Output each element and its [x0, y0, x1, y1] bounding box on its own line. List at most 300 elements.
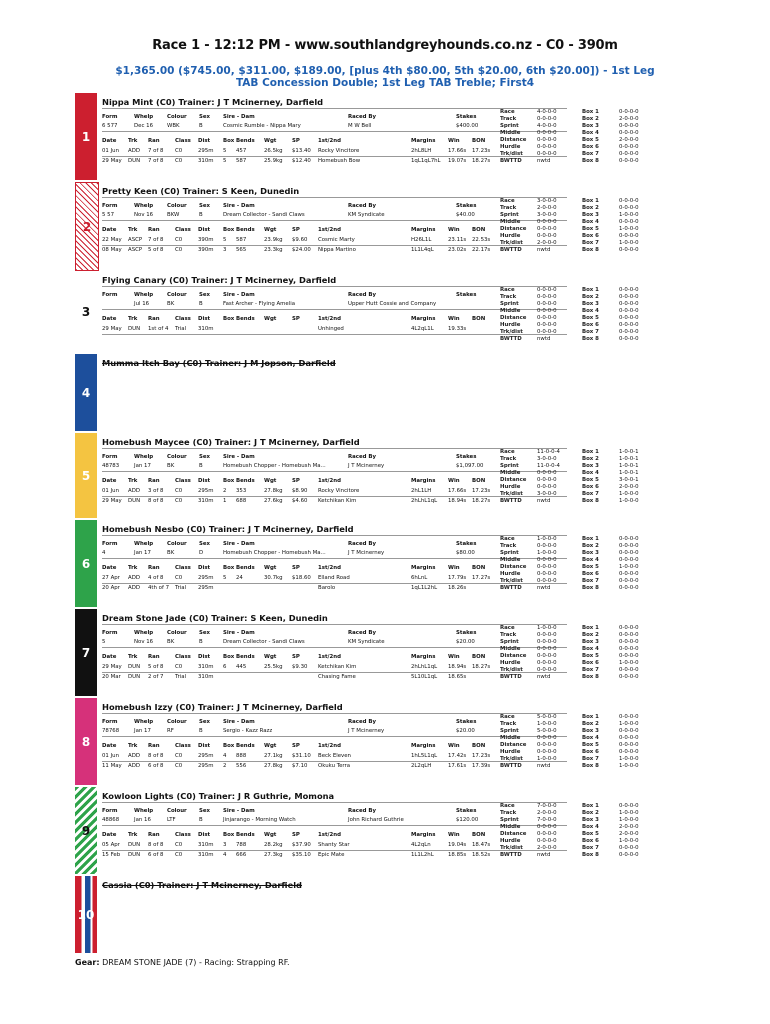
col-header-siredam: Sire - Dam: [223, 719, 255, 725]
run-wgt: 27.1kg: [264, 753, 283, 759]
run-first2nd: Cosmic Marty: [318, 237, 355, 243]
run-trk: ADD: [128, 753, 140, 759]
stat-value: 0-0-0-0: [537, 742, 557, 748]
stat-label: Middle: [500, 824, 521, 830]
divider: [102, 558, 567, 559]
run-win: 19.33s: [448, 326, 467, 332]
run-bends: 788: [236, 842, 247, 848]
box-value: 0-0-0-0: [619, 632, 639, 638]
stat-label: Race: [500, 803, 515, 809]
stat-label: Hurdle: [500, 233, 521, 239]
box-label: Box 3: [582, 301, 599, 307]
box-value: 0-0-0-0: [619, 219, 639, 225]
run-bon: 18.47s: [472, 842, 491, 848]
stat-label: BWTTD: [500, 336, 522, 342]
col-header-sex: Sex: [199, 630, 211, 636]
run-class: C0: [175, 664, 183, 670]
stat-value: 11-0-0-4: [537, 463, 560, 469]
col-header-bends: Bends: [236, 832, 255, 838]
run-class: C0: [175, 148, 183, 154]
info-whelp: Jan 17: [134, 463, 151, 469]
col-header-stakes: Stakes: [456, 719, 477, 725]
stat-label: Distance: [500, 315, 527, 321]
stat-value: 0-0-0-0: [537, 646, 557, 652]
info-whelp: Jan 16: [134, 817, 151, 823]
run-ran: 2 of 7: [148, 674, 164, 680]
box-label: Box 7: [582, 667, 599, 673]
race-title: Race 1 - 12:12 PM - www.southlandgreyhounds.co.nz - C0 - 390m: [152, 38, 618, 53]
run-wgt: 25.9kg: [264, 158, 283, 164]
info-whelp: Jul 16: [134, 301, 150, 307]
info-sex: B: [199, 817, 203, 823]
stat-label: BWTTD: [500, 247, 522, 253]
col-header-win: Win: [448, 654, 460, 660]
run-margins: 2L2qLH: [411, 763, 432, 769]
col-header-class: Class: [175, 743, 191, 749]
box-label: Box 1: [582, 109, 599, 115]
run-trk: DUN: [128, 498, 141, 504]
stat-label: Hurdle: [500, 144, 521, 150]
runner-heading: Flying Canary (C0) Trainer: J T Mcinerney, Darfield: [102, 275, 337, 285]
run-first2nd: Unhinged: [318, 326, 344, 332]
box-value: 1-0-0-0: [619, 810, 639, 816]
info-whelp: Jan 17: [134, 728, 151, 734]
col-header-date: Date: [102, 743, 117, 749]
info-racedby: Upper Hutt Cossie and Company: [348, 301, 437, 307]
stat-value: 7-0-0-0: [537, 803, 557, 809]
run-wgt: 27.8kg: [264, 488, 283, 494]
stat-value: 4-0-0-0: [537, 109, 557, 115]
runner-heading: Homebush Nesbo (C0) Trainer: J T Mcinerney, Darfield: [102, 524, 354, 534]
box-value: 3-0-0-1: [619, 477, 639, 483]
box-number: 10: [77, 907, 95, 922]
gear-note: [75, 958, 290, 967]
box-label: Box 2: [582, 543, 599, 549]
col-header-sex: Sex: [199, 808, 211, 814]
box-value: 0-0-0-0: [619, 749, 639, 755]
col-header-sp: SP: [292, 478, 300, 484]
run-box: 2: [223, 763, 227, 769]
stat-value: 0-0-0-0: [537, 315, 557, 321]
stat-value: 1-0-0-0: [537, 721, 557, 727]
box-number-badge: [75, 433, 97, 518]
stat-label: Hurdle: [500, 484, 521, 490]
box-number: 3: [81, 304, 91, 319]
run-bon: 17.23s: [472, 148, 491, 154]
col-header-win: Win: [448, 478, 460, 484]
col-header-whelp: Whelp: [134, 292, 154, 298]
box-value: 1-0-0-0: [619, 226, 639, 232]
run-bends: 565: [236, 247, 247, 253]
run-class: C0: [175, 498, 183, 504]
info-stakes: $120.00: [456, 817, 479, 823]
divider: [102, 672, 567, 673]
box-value: 0-0-0-0: [619, 653, 639, 659]
runner-6: [75, 520, 645, 607]
col-header-siredam: Sire - Dam: [223, 454, 255, 460]
box-value: 0-0-0-0: [619, 322, 639, 328]
stat-value: 1-0-0-0: [537, 756, 557, 762]
run-first2nd: Shanty Star: [318, 842, 350, 848]
run-class: C0: [175, 247, 183, 253]
info-siredam: Dream Collector - Sandi Claws: [223, 639, 305, 645]
col-header-ran: Ran: [148, 743, 160, 749]
box-value: 2-0-0-0: [619, 484, 639, 490]
col-header-trk: Trk: [128, 227, 138, 233]
col-header-siredam: Sire - Dam: [223, 541, 255, 547]
box-label: Box 5: [582, 831, 599, 837]
box-value: 1-0-0-1: [619, 456, 639, 462]
run-bon: 22.53s: [472, 237, 491, 243]
box-value: 0-0-0-0: [619, 557, 639, 563]
stat-label: Sprint: [500, 123, 519, 129]
run-date: 20 Apr: [102, 585, 120, 591]
box-label: Box 2: [582, 721, 599, 727]
box-value: 1-0-0-0: [619, 212, 639, 218]
box-number: 8: [81, 734, 91, 749]
divider: [102, 334, 567, 335]
col-header-sex: Sex: [199, 454, 211, 460]
col-header-date: Date: [102, 654, 117, 660]
run-trk: DUN: [128, 674, 141, 680]
run-dist: 295m: [198, 488, 214, 494]
runner-10: [75, 876, 645, 953]
run-class: Trial: [175, 674, 187, 680]
run-bends: 888: [236, 753, 247, 759]
stat-value: 0-0-0-0: [537, 477, 557, 483]
run-sp: $9.60: [292, 237, 308, 243]
col-header-siredam: Sire - Dam: [223, 114, 255, 120]
col-header-stakes: Stakes: [456, 203, 477, 209]
box-label: Box 6: [582, 571, 599, 577]
box-number-badge: [75, 698, 97, 785]
stat-label: Trk/dist: [500, 845, 523, 851]
col-header-margins: Margins: [411, 565, 436, 571]
run-wgt: 30.7kg: [264, 575, 283, 581]
run-class: C0: [175, 575, 183, 581]
box-number-badge: [75, 520, 97, 607]
info-racedby: M W Bell: [348, 123, 372, 129]
col-header-box: Box: [223, 743, 235, 749]
box-value: 0-0-0-0: [619, 646, 639, 652]
stat-value: nwtd: [537, 336, 551, 342]
info-racedby: John Richard Guthrie: [348, 817, 404, 823]
box-label: Box 7: [582, 151, 599, 157]
stat-label: Middle: [500, 735, 521, 741]
stat-label: BWTTD: [500, 763, 522, 769]
runner-heading: Cassia (C0) Trainer: J T Mcinerney, Darfield: [102, 880, 302, 890]
run-class: Trial: [175, 326, 187, 332]
col-header-bon: BON: [472, 138, 486, 144]
box-label: Box 4: [582, 308, 599, 314]
divider: [102, 802, 567, 803]
run-trk: DUN: [128, 842, 141, 848]
run-bends: 24: [236, 575, 243, 581]
col-header-form: Form: [102, 292, 118, 298]
col-header-sp: SP: [292, 227, 300, 233]
box-label: Box 3: [582, 463, 599, 469]
box-value: 0-0-0-0: [619, 550, 639, 556]
stat-label: Sprint: [500, 301, 519, 307]
col-header-first2nd: 1st/2nd: [318, 654, 341, 660]
col-header-stakes: Stakes: [456, 808, 477, 814]
run-dist: 310m: [198, 498, 214, 504]
run-bends: 556: [236, 763, 247, 769]
col-header-margins: Margins: [411, 478, 436, 484]
run-date: 27 Apr: [102, 575, 120, 581]
box-label: Box 6: [582, 749, 599, 755]
run-bon: 18.52s: [472, 852, 491, 858]
stat-value: 2-0-0-0: [537, 240, 557, 246]
col-header-margins: Margins: [411, 832, 436, 838]
stat-label: Distance: [500, 137, 527, 143]
divider: [102, 471, 567, 472]
stat-value: 0-0-0-0: [537, 226, 557, 232]
divider: [102, 761, 567, 762]
divider: [102, 825, 567, 826]
run-sp: $18.60: [292, 575, 311, 581]
stat-value: 0-0-0-0: [537, 660, 557, 666]
box-value: 0-0-0-0: [619, 578, 639, 584]
box-value: 1-0-0-0: [619, 498, 639, 504]
col-header-racedby: Raced By: [348, 454, 376, 460]
runner-3: [75, 271, 645, 352]
col-header-margins: Margins: [411, 743, 436, 749]
run-date: 29 May: [102, 158, 122, 164]
col-header-date: Date: [102, 832, 117, 838]
run-first2nd: Ketchikan Kim: [318, 498, 357, 504]
stat-label: Sprint: [500, 550, 519, 556]
stat-label: Track: [500, 632, 517, 638]
stat-label: Distance: [500, 564, 527, 570]
gear-label: Gear:: [75, 958, 100, 967]
stat-value: 3-0-0-0: [537, 212, 557, 218]
col-header-sp: SP: [292, 138, 300, 144]
run-dist: 310m: [198, 664, 214, 670]
col-header-whelp: Whelp: [134, 630, 154, 636]
box-number-badge: [75, 93, 97, 180]
box-label: Box 2: [582, 116, 599, 122]
runner-1: [75, 93, 645, 180]
run-date: 15 Feb: [102, 852, 121, 858]
col-header-box: Box: [223, 832, 235, 838]
run-sp: $31.10: [292, 753, 311, 759]
run-margins: 4L2qLn: [411, 842, 431, 848]
run-trk: DUN: [128, 852, 141, 858]
box-value: 1-0-0-1: [619, 449, 639, 455]
box-label: Box 7: [582, 491, 599, 497]
run-trk: ASCP: [128, 247, 143, 253]
col-header-trk: Trk: [128, 478, 138, 484]
stat-label: Middle: [500, 646, 521, 652]
box-value: 0-0-0-0: [619, 198, 639, 204]
stat-label: Distance: [500, 742, 527, 748]
box-label: Box 8: [582, 674, 599, 680]
col-header-colour: Colour: [167, 203, 187, 209]
box-label: Box 6: [582, 144, 599, 150]
run-first2nd: Okuku Terra: [318, 763, 351, 769]
box-label: Box 3: [582, 728, 599, 734]
run-bends: 587: [236, 158, 247, 164]
stat-value: 0-0-0-0: [537, 144, 557, 150]
col-header-trk: Trk: [128, 565, 138, 571]
col-header-bon: BON: [472, 565, 486, 571]
run-first2nd: Ketchikan Kim: [318, 664, 357, 670]
stat-label: Race: [500, 198, 515, 204]
box-number: 2: [82, 219, 92, 234]
run-margins: 1L1L4qL: [411, 247, 434, 253]
col-header-wgt: Wgt: [264, 227, 277, 233]
stat-value: 0-0-0-0: [537, 543, 557, 549]
col-header-form: Form: [102, 719, 118, 725]
info-colour: LTF: [167, 817, 176, 823]
run-first2nd: Rocky Vincitore: [318, 148, 360, 154]
box-label: Box 2: [582, 456, 599, 462]
stat-label: Sprint: [500, 639, 519, 645]
box-value: 0-0-0-0: [619, 308, 639, 314]
box-value: 2-0-0-0: [619, 137, 639, 143]
run-first2nd: Nippa Martino: [318, 247, 356, 253]
box-number-badge: [75, 182, 99, 271]
col-header-first2nd: 1st/2nd: [318, 478, 341, 484]
box-label: Box 7: [582, 845, 599, 851]
col-header-whelp: Whelp: [134, 203, 154, 209]
box-value: 0-0-0-0: [619, 543, 639, 549]
run-bon: 18.27s: [472, 498, 491, 504]
box-value: 1-0-0-0: [619, 721, 639, 727]
col-header-bon: BON: [472, 654, 486, 660]
box-label: Box 2: [582, 205, 599, 211]
box-label: Box 8: [582, 247, 599, 253]
stat-label: Sprint: [500, 728, 519, 734]
box-number-badge: [75, 609, 97, 696]
box-value: 0-0-0-0: [619, 287, 639, 293]
gear-text: DREAM STONE JADE (7) - Racing: Strapping RF.: [99, 958, 290, 967]
col-header-first2nd: 1st/2nd: [318, 316, 341, 322]
col-header-date: Date: [102, 227, 117, 233]
run-bends: 445: [236, 664, 247, 670]
prize-line: $1,365.00 ($745.00, $311.00, $189.00, [plus 4th $80.00, 5th $20.00, 6th $20.00]) - 1st Leg: [115, 65, 655, 77]
info-colour: WBK: [167, 123, 180, 129]
run-trk: ADD: [128, 585, 140, 591]
run-dist: 295m: [198, 753, 214, 759]
run-margins: 5L10L1qL: [411, 674, 438, 680]
run-bends: 457: [236, 148, 247, 154]
divider: [102, 624, 567, 625]
runner-5: [75, 433, 645, 518]
box-label: Box 8: [582, 498, 599, 504]
run-win: 18.65s: [448, 674, 467, 680]
col-header-ran: Ran: [148, 316, 160, 322]
stat-value: 0-0-0-0: [537, 653, 557, 659]
stat-value: 0-0-0-0: [537, 301, 557, 307]
stat-value: 7-0-0-0: [537, 817, 557, 823]
col-header-ran: Ran: [148, 565, 160, 571]
stat-value: 2-0-0-0: [537, 810, 557, 816]
run-bends: 587: [236, 237, 247, 243]
stat-label: Sprint: [500, 817, 519, 823]
col-header-form: Form: [102, 541, 118, 547]
col-header-first2nd: 1st/2nd: [318, 743, 341, 749]
col-header-sex: Sex: [199, 114, 211, 120]
box-label: Box 1: [582, 198, 599, 204]
col-header-first2nd: 1st/2nd: [318, 227, 341, 233]
info-colour: RF: [167, 728, 174, 734]
col-header-stakes: Stakes: [456, 292, 477, 298]
run-margins: 2hLhL1qL: [411, 664, 438, 670]
run-dist: 310m: [198, 158, 214, 164]
run-win: 17.66s: [448, 148, 467, 154]
run-margins: 2hL1LH: [411, 488, 432, 494]
stat-label: Trk/dist: [500, 578, 523, 584]
col-header-dist: Dist: [198, 478, 211, 484]
divider: [102, 108, 567, 109]
col-header-date: Date: [102, 316, 117, 322]
info-siredam: Fast Archer - Flying Amelia: [223, 301, 296, 307]
stat-value: 3-0-0-0: [537, 491, 557, 497]
stat-value: 5-0-0-0: [537, 728, 557, 734]
runner-heading: Mumma Itch Bay (C0) Trainer: J M Jopson, Darfield: [102, 358, 336, 368]
col-header-sp: SP: [292, 832, 300, 838]
box-label: Box 4: [582, 824, 599, 830]
run-dist: 310m: [198, 842, 214, 848]
stat-value: 0-0-0-0: [537, 571, 557, 577]
col-header-sex: Sex: [199, 292, 211, 298]
run-bon: 18.27s: [472, 158, 491, 164]
run-sp: $12.40: [292, 158, 311, 164]
stat-value: nwtd: [537, 585, 551, 591]
box-label: Box 3: [582, 550, 599, 556]
run-first2nd: Chasing Fame: [318, 674, 356, 680]
stat-value: 0-0-0-0: [537, 749, 557, 755]
stat-label: Trk/dist: [500, 151, 523, 157]
col-header-win: Win: [448, 138, 460, 144]
col-header-racedby: Raced By: [348, 719, 376, 725]
box-label: Box 2: [582, 294, 599, 300]
run-win: 23.02s: [448, 247, 467, 253]
box-value: 0-0-0-0: [619, 852, 639, 858]
runner-7: [75, 609, 645, 696]
run-first2nd: Beck Eleven: [318, 753, 351, 759]
info-racedby: J T Mcinerney: [348, 550, 385, 556]
info-siredam: Dream Collector - Sandi Claws: [223, 212, 305, 218]
box-label: Box 6: [582, 484, 599, 490]
run-box: 5: [223, 237, 227, 243]
run-dist: 390m: [198, 247, 214, 253]
box-label: Box 4: [582, 470, 599, 476]
col-header-racedby: Raced By: [348, 292, 376, 298]
stat-label: BWTTD: [500, 585, 522, 591]
stat-label: Race: [500, 625, 515, 631]
run-class: C0: [175, 753, 183, 759]
col-header-sex: Sex: [199, 541, 211, 547]
stat-value: 0-0-0-0: [537, 130, 557, 136]
runner-heading: Pretty Keen (C0) Trainer: S Keen, Dunedin: [102, 186, 300, 196]
info-racedby: KM Syndicate: [348, 639, 385, 645]
stat-label: Sprint: [500, 212, 519, 218]
run-ran: 1st of 4: [148, 326, 169, 332]
col-header-wgt: Wgt: [264, 478, 277, 484]
stat-label: BWTTD: [500, 674, 522, 680]
box-value: 0-0-0-0: [619, 845, 639, 851]
box-value: 1-0-0-0: [619, 660, 639, 666]
stat-label: Track: [500, 294, 517, 300]
run-date: 20 Mar: [102, 674, 121, 680]
box-number: 6: [81, 556, 91, 571]
divider: [102, 647, 567, 648]
box-number: 5: [81, 468, 91, 483]
run-wgt: 26.5kg: [264, 148, 283, 154]
